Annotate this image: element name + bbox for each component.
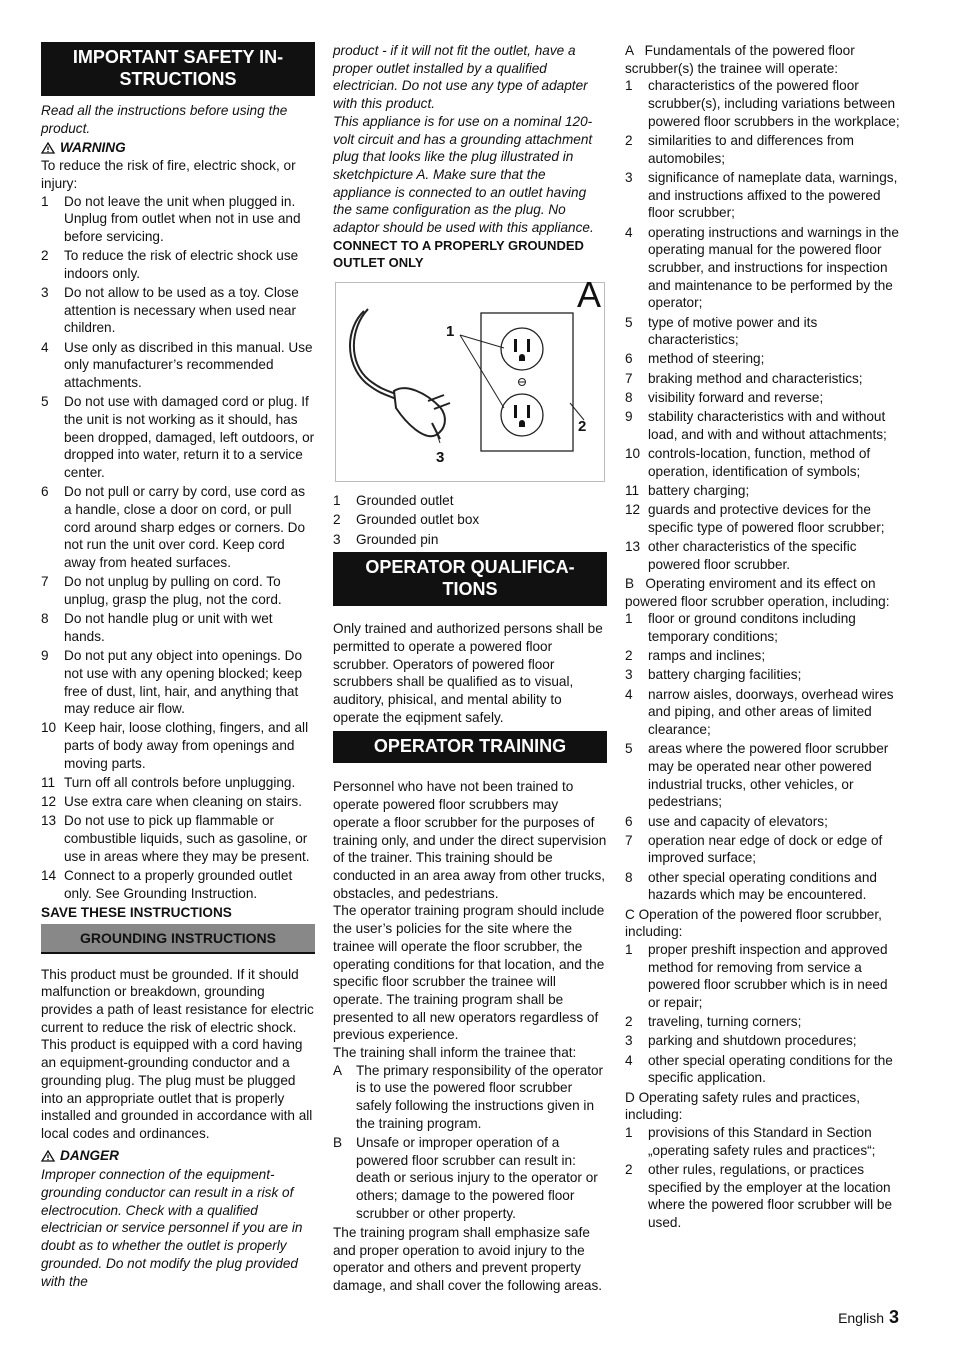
safety-item-text: Keep hair, loose clothing, fingers, and all parts of body away from openings and moving parts. (64, 720, 309, 771)
section-c-item-text: other special operating conditions for the specific application. (648, 1052, 893, 1086)
section-d-item (625, 1124, 903, 1159)
section-b-item-text: narrow aisles, doorways, overhead wires and piping, and other areas of limited clearance; (648, 686, 894, 738)
section-b-item-number: 3 (625, 667, 633, 683)
danger-triangle-icon (41, 1150, 55, 1162)
section-a-item-number: 1 (625, 78, 633, 94)
section-a-item-text: type of motive power and its characteristics; (648, 314, 818, 348)
section-c-item-number: 3 (625, 1033, 633, 1049)
warning-triangle-icon (41, 142, 55, 154)
legend-item (333, 492, 607, 510)
section-b-item-text: other special operating conditions and hazards which may be encountered. (648, 869, 877, 903)
section-b-item-text: operation near edge of dock or edge of improved surface; (648, 832, 883, 866)
section-a-item-text: method of steering; (648, 351, 765, 367)
section-c-item (625, 1052, 903, 1087)
section-d-item-number: 1 (625, 1124, 633, 1140)
safety-item-number: 5 (41, 394, 49, 410)
section-c-item-text: proper preshift inspection and approved method for removing from service a powered floor scrubber which is in need or repair; (648, 941, 888, 1011)
safety-heading: IMPORTANT SAFETY IN- STRUCTIONS (41, 42, 315, 96)
safety-item (41, 483, 315, 572)
section-a-item-number: 11 (625, 482, 640, 498)
plug-outlet-illustration (336, 274, 604, 481)
section-c-heading: C Operation of the powered floor scrubber, including: (625, 906, 882, 940)
section-c-item-text: parking and shutdown procedures; (648, 1033, 857, 1049)
danger-text-continued: product - if it will not fit the outlet, have a proper outlet installed by a qualified electrician. Do not use any type of adapter with this product. (333, 43, 588, 112)
safety-item-number: 3 (41, 285, 49, 301)
section-a-item-number: 5 (625, 314, 633, 330)
section-c-item (625, 1032, 903, 1050)
training-heading: OPERATOR TRAINING (333, 731, 607, 763)
section-b-item (625, 610, 903, 645)
safety-item-text: Do not use to pick up flammable or combustible liquids, such as gasoline, or use in areas where they may be present. (64, 813, 310, 864)
section-d-item-text: provisions of this Standard in Section „operating safety rules and practices“; (648, 1124, 876, 1158)
section-b-item-number: 5 (625, 741, 633, 757)
section-b-item (625, 666, 903, 684)
section-c-item (625, 941, 903, 1012)
section-b-item-text: areas where the powered floor scrubber may be operated near other powered industrial trucks, other vehicles, or pedestrians; (648, 741, 889, 810)
section-b-item-number: 6 (625, 813, 633, 829)
section-b-item-number: 8 (625, 869, 633, 885)
danger-text: Improper connection of the equipment-grounding conductor can result in a risk of electrocution. Check with a qualified electrician or service personnel if you are in doubt as to whether the outlet is properly grounded. Do not modify the plug provided with the (41, 1167, 303, 1289)
safety-item-number: 10 (41, 720, 57, 736)
safety-list (41, 193, 315, 903)
section-a-item (625, 501, 903, 536)
section-a-list (625, 77, 903, 573)
section-c-item-number: 1 (625, 941, 633, 957)
safety-item (41, 867, 315, 902)
section-a-item (625, 408, 903, 443)
safety-item (41, 284, 315, 337)
safety-item (41, 339, 315, 392)
safety-item-text: Use only as discribed in this manual. Use only manufacturer’s recommended attachments. (64, 339, 313, 391)
safety-item-number: 8 (41, 611, 49, 627)
safety-item-text: Connect to a properly grounded outlet only. See Grounding Instruction. (64, 868, 293, 901)
section-a-item-text: controls-location, function, method of operation, identification of symbols; (648, 445, 871, 479)
section-a-item (625, 224, 903, 313)
safety-item (41, 774, 315, 792)
section-a-item-text: significance of nameplate data, warnings, and instructions affixed to the powered floor scrubber; (648, 169, 898, 221)
grounding-text: This product must be grounded. If it should malfunction or breakdown, grounding provides a path of least resistance for electric current to reduce the risk of electric shock. This product is equipped with a cord having an equipment-grounding conductor and a grounding plug. The plug must be plugged into an appropriate outlet that is properly installed and grounded in accordance with all local codes and ordinances. (41, 966, 314, 1141)
section-a-item-text: other characteristics of the specific powered floor scrubber. (648, 538, 857, 572)
section-a-item-number: 10 (625, 445, 641, 461)
section-b-list (625, 610, 903, 904)
figure-letter: A (577, 274, 602, 316)
safety-item-text: Do not handle plug or unit with wet hands. (64, 611, 273, 644)
safety-item-text: Do not put any object into openings. Do not use with any opening blocked; keep free of dust, lint, hair, and anything that may reduce air flow. (64, 648, 303, 717)
section-a-item (625, 77, 903, 130)
safety-item (41, 610, 315, 645)
section-a-item (625, 538, 903, 573)
section-a-item (625, 482, 903, 500)
qualifications-text: Only trained and authorized persons shall be permitted to operate a powered floor scrubber. Operators of powered floor scrubbers shall be qualified as to visual, auditory, phisical, and mental ability to operate the eqipment safely. (333, 621, 603, 725)
safety-item-text: Do not pull or carry by cord, use cord as a handle, close a door on cord, or pull cord around sharp edges or corners. Do not run the unit over cord. Keep cord away from heated surfaces. (64, 484, 306, 571)
section-b-item (625, 813, 903, 831)
training-para-1: Personnel who have not been trained to operate powered floor scrubbers may operate a floor scrubber for the purposes of training only, and under the direct supervision of the trainer. This training should be conducted in an area away from other trucks, obstacles, and pedestrians. (333, 779, 607, 901)
qualifications-heading: OPERATOR QUALIFICA- TIONS (333, 552, 607, 606)
legend-item (333, 531, 607, 549)
footer-language: English (838, 1310, 884, 1326)
section-a-item (625, 350, 903, 368)
section-a-item-number: 3 (625, 169, 633, 185)
section-a-item-number: 4 (625, 224, 633, 240)
legend-item-number: 1 (333, 493, 341, 509)
section-d-item (625, 1161, 903, 1232)
safety-item-number: 9 (41, 648, 49, 664)
safety-item (41, 193, 315, 246)
legend-item-text: Grounded pin (356, 531, 439, 547)
section-b-item (625, 869, 903, 904)
section-a-item (625, 370, 903, 388)
safety-item-number: 12 (41, 794, 57, 810)
training-para-3: The training shall inform the trainee that: (333, 1045, 577, 1061)
figure-legend (333, 492, 607, 548)
section-c-item (625, 1013, 903, 1031)
section-b-item (625, 740, 903, 811)
section-b-item-number: 1 (625, 611, 633, 627)
page-footer (838, 1307, 899, 1328)
legend-item-text: Grounded outlet box (356, 512, 480, 528)
section-a-item-text: operating instructions and warnings in the operating manual for the powered floor scrubber, and instructions for inspection and maintenance to be performed by the operator; (648, 224, 899, 311)
section-b-item-number: 7 (625, 832, 633, 848)
section-a-item-number: 7 (625, 370, 633, 386)
section-a-item-text: stability characteristics with and without load, and with and without attachments; (648, 409, 887, 442)
section-c-item-number: 2 (625, 1014, 633, 1030)
section-a-item-number: 6 (625, 351, 633, 367)
section-d-list (625, 1124, 903, 1232)
section-a-item-text: similarities to and differences from automobiles; (648, 133, 855, 166)
training-item-number: A (333, 1062, 343, 1078)
callout-2: 2 (578, 418, 587, 436)
voltage-text: This appliance is for use on a nominal 120-volt circuit and has a grounding attachment plug that looks like the plug illustrated in sketchpicture A. Make sure that the appliance is connected to an outlet having the same configuration as the plug. No adaptor should be used with this appliance. (333, 113, 594, 236)
section-b-item-text: ramps and inclines; (648, 648, 766, 664)
safety-item (41, 247, 315, 282)
section-d-item-text: other rules, regulations, or practices specified by the employer at the location where the powered floor scrubber will be used. (648, 1161, 893, 1230)
training-item-number: B (333, 1135, 343, 1151)
warning-label: WARNING (41, 139, 315, 157)
grounding-heading: GROUNDING INSTRUCTIONS (41, 924, 315, 954)
section-a-item-number: 12 (625, 502, 641, 518)
section-a-item-number: 9 (625, 409, 633, 425)
section-d-heading: D Operating safety rules and practices, including: (625, 1089, 860, 1123)
outlet-figure (335, 274, 605, 482)
safety-item-number: 1 (41, 193, 49, 209)
section-b-item-number: 4 (625, 686, 633, 702)
section-b-item-text: floor or ground conditons including temporary conditions; (648, 611, 856, 644)
section-a-heading: A Fundamentals of the powered floor scrubber(s) the trainee will operate: (625, 43, 859, 76)
section-a-item (625, 169, 903, 222)
section-a-item-text: guards and protective devices for the specific type of powered floor scrubber; (648, 502, 885, 535)
safety-item-number: 13 (41, 813, 57, 829)
section-a-item-text: battery charging; (648, 482, 750, 498)
safety-item (41, 573, 315, 608)
safety-item-text: Do not unplug by pulling on cord. To unplug, grasp the plug, not the cord. (64, 574, 282, 607)
training-para-4: The training program shall emphasize safe and proper operation to avoid injury to the operator and others and prevent property damage, and shall cover the following areas. (333, 1225, 603, 1294)
warning-text: To reduce the risk of fire, electric shock, or injury: (41, 158, 296, 191)
section-b-item (625, 686, 903, 739)
section-c-item-text: traveling, turning corners; (648, 1014, 802, 1030)
safety-item (41, 647, 315, 718)
safety-item-text: Use extra care when cleaning on stairs. (64, 794, 303, 810)
section-c-list (625, 941, 903, 1087)
column-2 (333, 42, 607, 1295)
safety-item (41, 812, 315, 865)
safety-item-number: 6 (41, 484, 49, 500)
safety-item-text: Turn off all controls before unplugging. (64, 775, 296, 791)
save-instructions: SAVE THESE INSTRUCTIONS (41, 904, 232, 920)
section-a-item (625, 314, 903, 349)
section-c-item-number: 4 (625, 1052, 633, 1068)
safety-item (41, 793, 315, 811)
section-d-item-number: 2 (625, 1161, 633, 1177)
safety-item-number: 4 (41, 339, 49, 355)
connect-notice: CONNECT TO A PROPERLY GROUNDED OUTLET ONLY (333, 237, 584, 271)
callout-1: 1 (446, 323, 455, 341)
column-3 (625, 42, 903, 1233)
safety-item-number: 7 (41, 574, 49, 590)
safety-item (41, 719, 315, 772)
safety-item-number: 11 (41, 775, 56, 791)
safety-item-text: Do not allow to be used as a toy. Close attention is necessary when used near children. (64, 285, 299, 336)
training-list (333, 1062, 607, 1223)
section-b-item-number: 2 (625, 648, 633, 664)
section-b-item (625, 647, 903, 665)
safety-item-number: 2 (41, 248, 49, 264)
training-item (333, 1134, 607, 1223)
legend-item-number: 3 (333, 531, 341, 547)
section-b-heading: B Operating enviroment and its effect on powered floor scrubber operation, including: (625, 575, 890, 609)
section-a-item (625, 132, 903, 167)
section-a-item-number: 13 (625, 538, 641, 554)
column-1 (41, 42, 315, 1290)
training-item (333, 1062, 607, 1133)
safety-item-number: 14 (41, 868, 57, 884)
training-para-2: The operator training program should include the user’s policies for the site where the trainee will operate the floor scrubber, the operating conditions for that location, and the specific floor scrubber the trainee will operate. The training program shall be presented to all new operators regardless of previous experience. (333, 903, 605, 1043)
safety-item-text: Do not leave the unit when plugged in. Unplug from outlet when not in use and before servicing. (64, 193, 301, 244)
section-a-item-text: braking method and characteristics; (648, 370, 863, 386)
section-a-item-text: characteristics of the powered floor scrubber(s), including variations between powered floor scrubbers in the workplace; (648, 78, 900, 129)
callout-3: 3 (436, 449, 445, 467)
page-number: 3 (888, 1307, 899, 1327)
training-item-text: The primary responsibility of the operator is to use the powered floor scrubber safely following the instructions given in the training program. (356, 1062, 604, 1131)
legend-item-text: Grounded outlet (356, 493, 454, 509)
legend-item (333, 511, 607, 529)
safety-item (41, 393, 315, 482)
legend-item-number: 2 (333, 512, 341, 528)
safety-item-text: Do not use with damaged cord or plug. If the unit is not working as it should, has been dropped, damaged, left outdoors, or dropped into water, return it to a service center. (64, 394, 315, 481)
section-b-item (625, 832, 903, 867)
section-b-item-text: use and capacity of elevators; (648, 813, 828, 829)
intro-text: Read all the instructions before using the product. (41, 103, 288, 136)
section-a-item (625, 445, 903, 480)
section-b-item-text: battery charging facilities; (648, 667, 802, 683)
section-a-item-number: 2 (625, 133, 633, 149)
section-a-item-number: 8 (625, 389, 633, 405)
training-item-text: Unsafe or improper operation of a powered floor scrubber can result in: death or serious injury to the operator or others; damage to the powered floor scrubber or other property. (356, 1135, 598, 1221)
section-a-item (625, 389, 903, 407)
danger-label: DANGER (41, 1147, 315, 1165)
section-a-item-text: visibility forward and reverse; (648, 389, 824, 405)
safety-item-text: To reduce the risk of electric shock use indoors only. (64, 248, 299, 281)
